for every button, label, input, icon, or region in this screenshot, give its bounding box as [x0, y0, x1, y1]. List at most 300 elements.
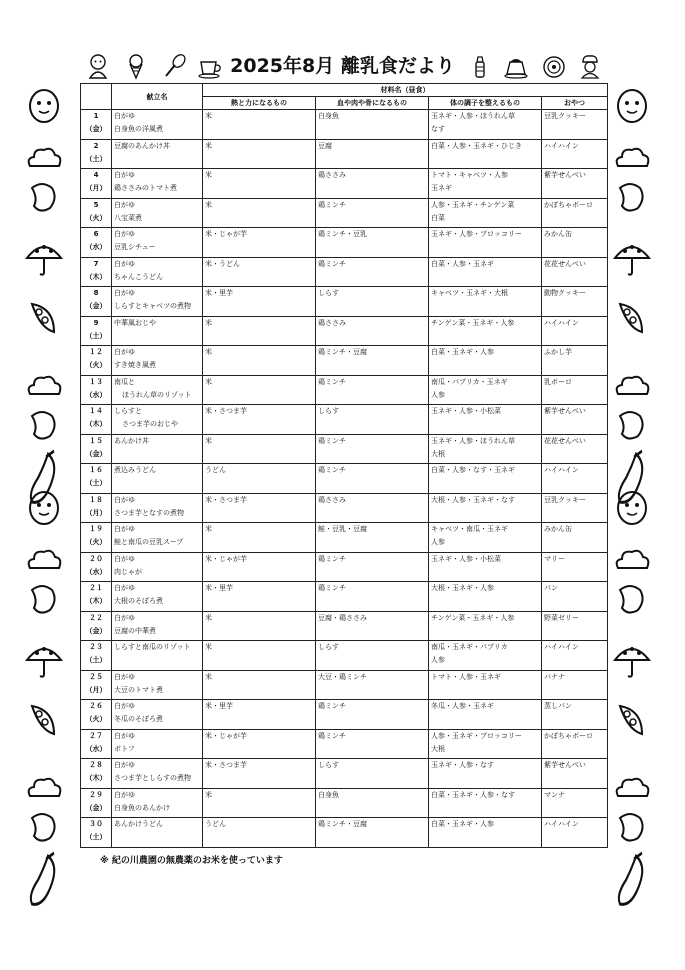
condition-cell-line: 南瓜・玉ネギ・パプリカ [431, 643, 508, 651]
date-cell [81, 729, 112, 759]
energy-cell [203, 641, 316, 671]
date-cell [81, 346, 112, 376]
menu-cell-line: 白がゆ [114, 230, 135, 238]
snack-cell [542, 670, 608, 700]
snack-text: 紫芋せんべい [544, 407, 586, 415]
menu-cell-line: 白がゆ [114, 731, 135, 740]
menu-cell-line: 白がゆ [114, 702, 135, 710]
table-row [81, 464, 608, 494]
date-cell [81, 287, 112, 317]
umbrella-icon [24, 640, 64, 680]
date-number: ３０ [89, 820, 103, 828]
energy-cell-line: 米・うどん [205, 259, 240, 268]
condition-cell [429, 788, 542, 818]
menu-cell-line: 肉じゃが [114, 567, 142, 576]
date-number: 7 [93, 259, 99, 268]
date-number: 8 [93, 289, 99, 297]
blood-cell [316, 493, 429, 523]
energy-cell-line: 米・じゃが芋 [205, 554, 247, 563]
date-number: 2 [93, 141, 99, 150]
snack-cell [542, 316, 608, 346]
date-cell [81, 316, 112, 346]
condition-cell [429, 818, 542, 848]
blood-cell-line: 鮭・豆乳・豆腐 [318, 525, 367, 533]
energy-cell-line: うどん [205, 466, 226, 474]
date-cell [81, 375, 112, 405]
blood-cell-line: 鶏ミンチ [318, 554, 346, 563]
blood-cell [316, 818, 429, 848]
snack-cell [542, 493, 608, 523]
blood-cell-line: 白身魚 [318, 790, 339, 799]
snack-text: バナナ [544, 672, 565, 681]
menu-cell-line: 白身魚の洋風煮 [114, 125, 163, 133]
cloud-icon [24, 368, 64, 408]
header-snack: おやつ [542, 97, 608, 110]
menu-cell-line: 豆腐の中華煮 [114, 626, 156, 635]
table-row [81, 110, 608, 140]
blood-cell-line: 鶏ミンチ [318, 436, 346, 445]
table-row [81, 759, 608, 789]
condition-cell [429, 375, 542, 405]
snack-cell [542, 139, 608, 169]
date-number: ２９ [89, 790, 103, 799]
day-of-week: （火） [85, 361, 107, 369]
blood-cell [316, 375, 429, 405]
condition-cell-line: キャベツ・南瓜・玉ネギ [431, 525, 508, 533]
energy-cell-line: 米・じゃが芋 [205, 230, 247, 238]
blood-cell-line: 白身魚 [318, 112, 339, 120]
bean-icon [612, 580, 652, 620]
cloud-icon [612, 140, 652, 180]
blood-cell [316, 139, 429, 169]
snack-text: 乳ボーロ [544, 377, 572, 386]
table-row [81, 316, 608, 346]
date-number: ２３ [89, 643, 103, 651]
date-cell [81, 582, 112, 612]
condition-cell [429, 582, 542, 612]
snack-cell [542, 287, 608, 317]
condition-cell [429, 287, 542, 317]
eggplant-icon [612, 850, 652, 910]
blood-cell-line: 鶏ささみ [318, 171, 346, 179]
snack-text: 花花せんべい [544, 259, 586, 268]
date-number: 4 [93, 171, 99, 179]
cloud-icon [24, 770, 64, 810]
menu-cell-line: さつま芋のおじや [122, 420, 178, 428]
date-number: 9 [93, 318, 99, 327]
blood-cell [316, 257, 429, 287]
snack-cell [542, 405, 608, 435]
snack-text: マンナ [544, 790, 565, 799]
date-cell [81, 818, 112, 848]
snack-text: ハイハイン [544, 318, 579, 327]
menu-cell-line: 鮭と南瓜の豆乳スープ [114, 538, 184, 546]
menu-table-body [81, 110, 608, 848]
menu-cell-line: あんかけ丼 [114, 436, 149, 445]
cloud-icon [612, 368, 652, 408]
snack-cell [542, 523, 608, 553]
condition-cell-line: トマト・人参・玉ネギ [431, 672, 501, 681]
condition-cell-line: 玉ネギ・人参・なす [431, 761, 494, 769]
energy-cell [203, 552, 316, 582]
snack-text: かぼちゃボーロ [544, 731, 593, 740]
condition-cell-line: キャベツ・玉ネギ・大根 [431, 289, 508, 297]
condition-cell-line: 人参・玉ネギ・ブロッコリー [431, 731, 522, 740]
date-number: ２５ [89, 672, 103, 681]
table-row [81, 700, 608, 730]
page-title: 2025年8月 離乳食だより [230, 55, 455, 77]
menu-cell [112, 287, 203, 317]
menu-cell-line: さつま芋となすの煮物 [114, 508, 184, 517]
condition-cell-line: 人参・玉ネギ・チンゲン菜 [431, 200, 515, 209]
condition-cell-line: 玉ネギ・人参・小松菜 [431, 407, 501, 415]
menu-cell [112, 552, 203, 582]
table-row [81, 169, 608, 199]
energy-cell [203, 139, 316, 169]
date-cell [81, 464, 112, 494]
menu-cell [112, 788, 203, 818]
menu-table [80, 83, 608, 848]
energy-cell [203, 110, 316, 140]
energy-cell-line: 米 [205, 318, 212, 327]
date-cell [81, 788, 112, 818]
menu-cell-line: 白がゆ [114, 761, 135, 769]
menu-cell-line: 白がゆ [114, 525, 135, 533]
date-cell [81, 139, 112, 169]
date-cell [81, 257, 112, 287]
table-row [81, 405, 608, 435]
menu-cell-line: 白がゆ [114, 790, 135, 799]
condition-cell [429, 139, 542, 169]
menu-cell [112, 198, 203, 228]
menu-cell-line: ちゃんこうどん [114, 272, 163, 281]
snack-cell [542, 464, 608, 494]
menu-cell-line: 白がゆ [114, 613, 135, 622]
menu-cell [112, 818, 203, 848]
energy-cell [203, 788, 316, 818]
condition-cell [429, 169, 542, 199]
menu-cell [112, 169, 203, 199]
blood-cell [316, 169, 429, 199]
energy-cell [203, 670, 316, 700]
blood-cell [316, 641, 429, 671]
date-cell [81, 700, 112, 730]
condition-cell-line: 大根・人参・玉ネギ・なす [431, 495, 515, 504]
blood-cell-line: 鶏ミンチ・豆腐 [318, 820, 367, 828]
header-energy: 熱と力になるもの [203, 97, 316, 110]
bean-icon [24, 406, 64, 446]
snack-text: マリー [544, 554, 565, 563]
bean-character-icon [24, 490, 64, 530]
menu-cell-line: 南瓜と [114, 377, 135, 386]
snack-text: 蒸しパン [544, 702, 572, 710]
energy-cell [203, 493, 316, 523]
menu-cell-line: あんかけうどん [114, 820, 163, 828]
bean-character-icon [612, 490, 652, 530]
condition-cell-line: 大根 [431, 744, 445, 753]
date-number: ２６ [89, 702, 103, 710]
snack-cell [542, 375, 608, 405]
snack-cell [542, 257, 608, 287]
date-cell [81, 198, 112, 228]
blood-cell [316, 198, 429, 228]
snack-cell [542, 759, 608, 789]
snack-text: 野菜ゼリー [544, 613, 579, 622]
umbrella-icon [612, 640, 652, 680]
blood-cell [316, 552, 429, 582]
bean-icon [24, 178, 64, 218]
menu-cell [112, 641, 203, 671]
menu-cell-line: 八宝菜煮 [114, 213, 142, 222]
day-of-week: （金） [85, 302, 107, 310]
menu-cell-line: 白がゆ [114, 171, 135, 179]
energy-cell-line: 米 [205, 141, 212, 150]
condition-cell [429, 464, 542, 494]
energy-cell [203, 464, 316, 494]
day-of-week: （金） [85, 803, 107, 812]
menu-cell [112, 316, 203, 346]
menu-cell-line: 白がゆ [114, 200, 135, 209]
umbrella-icon [612, 238, 652, 278]
menu-cell-line: しらすとキャベツの煮物 [114, 302, 191, 310]
condition-cell-line: 南瓜・パプリカ・玉ネギ [431, 377, 508, 386]
snack-cell [542, 434, 608, 464]
date-cell [81, 110, 112, 140]
snack-cell [542, 788, 608, 818]
energy-cell-line: 米 [205, 348, 212, 356]
condition-cell-line: 人参 [431, 538, 445, 546]
table-row [81, 257, 608, 287]
date-number: 1 [93, 112, 99, 120]
menu-cell [112, 729, 203, 759]
energy-cell [203, 729, 316, 759]
condition-cell-line: 玉ネギ・人参・ほうれん草 [431, 112, 515, 120]
condition-cell [429, 257, 542, 287]
blood-cell-line: しらす [318, 643, 339, 651]
energy-cell-line: 米・里芋 [205, 584, 233, 592]
energy-cell [203, 434, 316, 464]
header-date [81, 84, 112, 110]
snack-text: ハイハイン [544, 820, 579, 828]
energy-cell [203, 287, 316, 317]
day-of-week: （月） [85, 184, 107, 192]
energy-cell [203, 523, 316, 553]
table-row [81, 670, 608, 700]
menu-cell-line: 白がゆ [114, 554, 135, 563]
menu-cell [112, 493, 203, 523]
snack-text: 動物クッキー [544, 289, 586, 297]
menu-cell [112, 346, 203, 376]
blood-cell-line: 鶏ミンチ [318, 702, 346, 710]
energy-cell-line: 米 [205, 525, 212, 533]
date-cell [81, 405, 112, 435]
date-number: ２１ [89, 584, 103, 592]
energy-cell-line: 米 [205, 377, 212, 386]
condition-cell-line: チンゲン菜・玉ネギ・人参 [431, 613, 515, 622]
blood-cell-line: しらす [318, 407, 339, 415]
cloud-icon [612, 542, 652, 582]
blood-cell [316, 729, 429, 759]
table-row [81, 375, 608, 405]
blood-cell-line: 鶏ミンチ・豆腐 [318, 348, 367, 356]
bean-icon [612, 406, 652, 446]
snack-cell [542, 169, 608, 199]
blood-cell [316, 110, 429, 140]
snack-text: 花花せんべい [544, 436, 586, 445]
condition-cell [429, 523, 542, 553]
menu-cell [112, 670, 203, 700]
date-cell [81, 228, 112, 258]
menu-cell-line: 白がゆ [114, 584, 135, 592]
menu-cell-line: 鶏ささみのトマト煮 [114, 184, 177, 192]
header-ingredients: 材料名（昼食） [203, 84, 608, 97]
menu-cell [112, 375, 203, 405]
snack-text: みかん缶 [544, 230, 572, 238]
snack-cell [542, 552, 608, 582]
snack-cell [542, 818, 608, 848]
table-row [81, 346, 608, 376]
condition-cell-line: 玉ネギ・人参・ブロッコリー [431, 230, 522, 238]
blood-cell [316, 405, 429, 435]
condition-cell-line: 大根 [431, 449, 445, 458]
menu-cell-line: しらすと南瓜のリゾット [114, 643, 191, 651]
energy-cell-line: うどん [205, 820, 226, 828]
blood-cell-line: 大豆・鶏ミンチ [318, 672, 367, 681]
blood-cell [316, 788, 429, 818]
snack-text: ハイハイン [544, 141, 579, 150]
date-number: 5 [93, 200, 99, 209]
condition-cell [429, 670, 542, 700]
energy-cell [203, 375, 316, 405]
blood-cell [316, 611, 429, 641]
menu-cell-line: 豆腐のあんかけ丼 [114, 141, 170, 150]
energy-cell [203, 818, 316, 848]
snack-cell [542, 228, 608, 258]
day-of-week: （水） [85, 567, 107, 576]
condition-cell-line: なす [431, 125, 445, 133]
day-of-week: （木） [85, 420, 107, 428]
day-of-week: （水） [85, 243, 107, 251]
blood-cell-line: 鶏ささみ [318, 318, 346, 327]
energy-cell-line: 米・さつま芋 [205, 407, 247, 415]
date-number: １８ [89, 495, 103, 504]
menu-cell [112, 110, 203, 140]
bean-character-icon [24, 88, 64, 128]
menu-cell-line: 白がゆ [114, 672, 135, 681]
date-number: ２０ [89, 554, 103, 563]
date-cell [81, 169, 112, 199]
peapod-icon [612, 700, 652, 740]
blood-cell [316, 346, 429, 376]
energy-cell-line: 米・さつま芋 [205, 495, 247, 504]
bean-icon [612, 178, 652, 218]
day-of-week: （金） [85, 125, 107, 133]
table-row [81, 582, 608, 612]
date-cell [81, 611, 112, 641]
blood-cell [316, 700, 429, 730]
date-cell [81, 434, 112, 464]
condition-cell [429, 641, 542, 671]
menu-cell [112, 464, 203, 494]
energy-cell [203, 346, 316, 376]
day-of-week: （月） [85, 685, 107, 694]
condition-cell-line: 白菜・人参・玉ネギ・ひじき [431, 141, 522, 150]
condition-cell-line: 白菜 [431, 213, 445, 222]
energy-cell-line: 米 [205, 171, 212, 179]
condition-cell [429, 316, 542, 346]
day-of-week: （土） [85, 154, 107, 163]
condition-cell [429, 405, 542, 435]
menu-cell [112, 434, 203, 464]
menu-cell-line: 白がゆ [114, 112, 135, 120]
date-number: 6 [93, 230, 99, 238]
table-row [81, 287, 608, 317]
day-of-week: （金） [85, 449, 107, 458]
energy-cell [203, 611, 316, 641]
date-number: ２８ [89, 761, 103, 769]
condition-cell [429, 759, 542, 789]
blood-cell-line: 豆腐 [318, 141, 332, 150]
condition-cell-line: 白菜・人参・玉ネギ [431, 259, 494, 268]
menu-cell-line: 白がゆ [114, 348, 135, 356]
energy-cell-line: 米 [205, 200, 212, 209]
menu-cell [112, 523, 203, 553]
menu-cell [112, 405, 203, 435]
date-cell [81, 523, 112, 553]
energy-cell-line: 米 [205, 112, 212, 120]
snack-cell [542, 729, 608, 759]
condition-cell [429, 228, 542, 258]
blood-cell-line: 鶏ミンチ [318, 466, 346, 474]
blood-cell [316, 464, 429, 494]
condition-cell-line: 白菜・玉ネギ・人参 [431, 820, 494, 828]
blood-cell [316, 523, 429, 553]
table-row [81, 641, 608, 671]
menu-cell-line: 大根のそぼろ煮 [114, 597, 163, 605]
date-number: ２７ [89, 731, 103, 740]
date-number: １５ [89, 436, 103, 445]
table-row [81, 228, 608, 258]
menu-cell-line: 豆乳シチュー [114, 243, 156, 251]
header-blood: 血や肉や骨になるもの [316, 97, 429, 110]
menu-cell-line: 白身魚のあんかけ [114, 803, 170, 812]
snack-text: 豆乳クッキー [544, 112, 586, 120]
energy-cell-line: 米・じゃが芋 [205, 731, 247, 740]
menu-cell [112, 611, 203, 641]
day-of-week: （水） [85, 744, 107, 753]
day-of-week: （月） [85, 508, 107, 517]
blood-cell-line: しらす [318, 289, 339, 297]
blood-cell-line: しらす [318, 761, 339, 769]
menu-cell-line: 白がゆ [114, 259, 135, 268]
condition-cell-line: 玉ネギ [431, 184, 452, 192]
menu-cell-line: ポトフ [114, 744, 135, 753]
snack-text: 豆乳クッキー [544, 495, 586, 504]
day-of-week: （木） [85, 774, 107, 782]
day-of-week: （木） [85, 597, 107, 605]
blood-cell [316, 670, 429, 700]
condition-cell [429, 434, 542, 464]
snack-cell [542, 611, 608, 641]
energy-cell [203, 257, 316, 287]
table-row [81, 552, 608, 582]
day-of-week: （火） [85, 715, 107, 723]
energy-cell [203, 228, 316, 258]
bean-character-icon [612, 88, 652, 128]
blood-cell [316, 228, 429, 258]
condition-cell [429, 346, 542, 376]
blood-cell-line: 鶏ミンチ [318, 200, 346, 209]
